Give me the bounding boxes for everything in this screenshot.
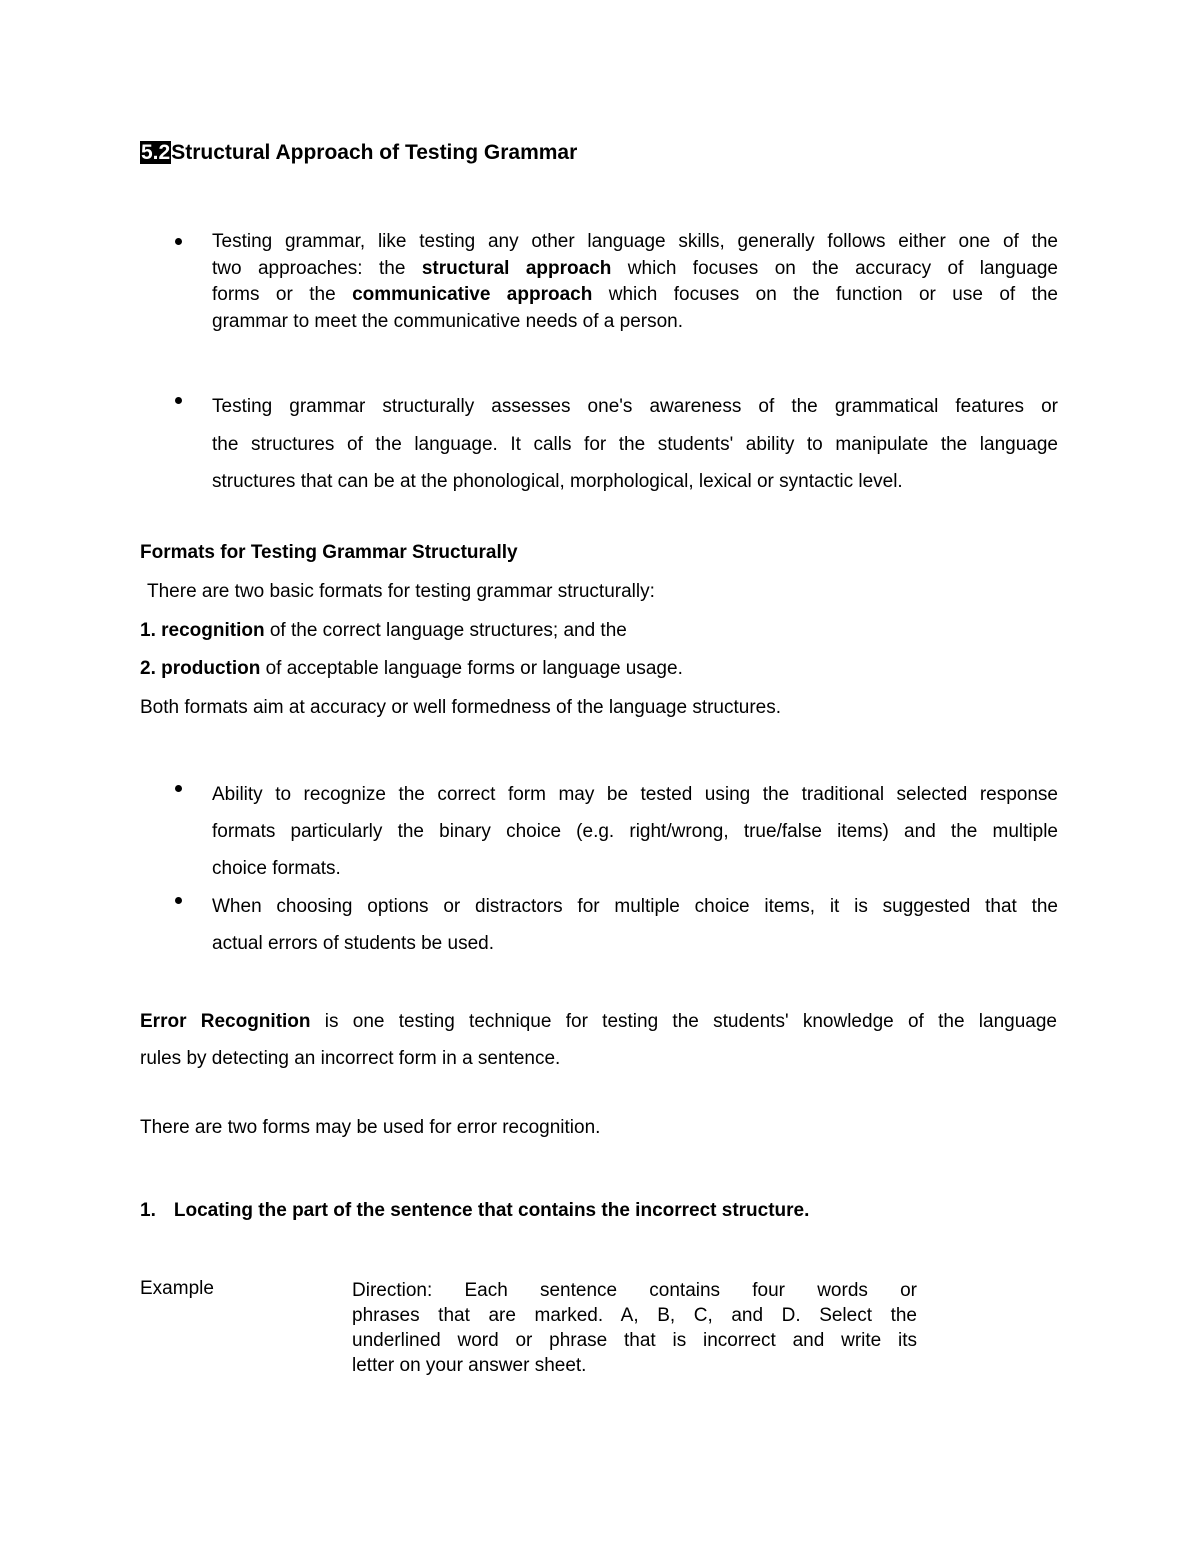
paragraph-line: Testing grammar, like testing any other language skills, generally follows either one of the [212, 231, 1058, 252]
bullet-icon [175, 397, 182, 404]
error-recognition-paragraph [140, 1003, 1057, 1077]
bullet-icon [175, 238, 182, 245]
paragraph-line: structures that can be at the phonological, morphological, lexical or syntactic level. [212, 471, 903, 492]
formats-item-2-text: of acceptable language forms or language usage. [260, 658, 683, 679]
formats-item-1-text: of the correct language structures; and the [264, 620, 627, 641]
bullet-paragraph [212, 229, 1058, 335]
formats-summary: Both formats aim at accuracy or well formedness of the language structures. [140, 697, 782, 718]
section-number: 5.2 [141, 141, 171, 164]
error-recognition-text: is one testing technique for testing the students' knowledge of the language [310, 1011, 1057, 1032]
paragraph-line: formats particularly the binary choice (e.g. right/wrong, true/false items) and the multiple [212, 821, 1058, 842]
paragraph-line: actual errors of students be used. [212, 933, 494, 954]
section-title: Structural Approach of Testing Grammar [171, 141, 578, 164]
numbered-heading-text: Locating the part of the sentence that contains the incorrect structure. [173, 1200, 810, 1221]
paragraph-line: When choosing options or distractors for multiple choice items, it is suggested that the [212, 896, 1058, 917]
numbered-heading-number: 1. [140, 1200, 156, 1221]
formats-intro: There are two basic formats for testing grammar structurally: [147, 581, 655, 602]
example-direction [352, 1278, 917, 1378]
numbered-heading [140, 1200, 809, 1222]
paragraph-line: Ability to recognize the correct form may be tested using the traditional selected response [212, 784, 1058, 805]
paragraph-line: two approaches: the structural approach which focuses on the accuracy of language [212, 257, 1058, 279]
formats-item-1-term: 1. recognition [140, 620, 265, 641]
error-forms-intro: There are two forms may be used for error recognition. [140, 1117, 601, 1138]
example-label: Example [140, 1278, 214, 1299]
paragraph-line: Direction: Each sentence contains four words or [352, 1280, 917, 1301]
paragraph-line: underlined word or phrase that is incorrect and write its [352, 1330, 917, 1351]
bullet-icon [175, 897, 182, 904]
paragraph-line: forms or the communicative approach which focuses on the function or use of the [212, 284, 1058, 305]
bullet-paragraph [212, 776, 1058, 887]
bullet-paragraph [212, 388, 1058, 501]
error-recognition-term: Error Recognition [140, 1011, 311, 1032]
formats-heading: Formats for Testing Grammar Structurally [140, 542, 518, 563]
paragraph-line: letter on your answer sheet. [352, 1355, 587, 1376]
paragraph-line: Testing grammar structurally assesses one's awareness of the grammatical features or [212, 396, 1058, 417]
bullet-icon [175, 785, 182, 792]
paragraph-line: grammar to meet the communicative needs of a person. [212, 310, 684, 332]
bullet-paragraph [212, 888, 1058, 962]
section-heading [140, 141, 577, 165]
paragraph-line: choice formats. [212, 858, 341, 879]
formats-item-1 [140, 620, 627, 642]
paragraph-line: the structures of the language. It calls for the students' ability to manipulate the language [212, 433, 1058, 455]
error-recognition-line2: rules by detecting an incorrect form in a sentence. [140, 1048, 561, 1069]
paragraph-line: phrases that are marked. A, B, C, and D. Select the [352, 1305, 917, 1326]
formats-item-2-term: 2. production [140, 658, 261, 679]
formats-item-2 [140, 658, 683, 680]
